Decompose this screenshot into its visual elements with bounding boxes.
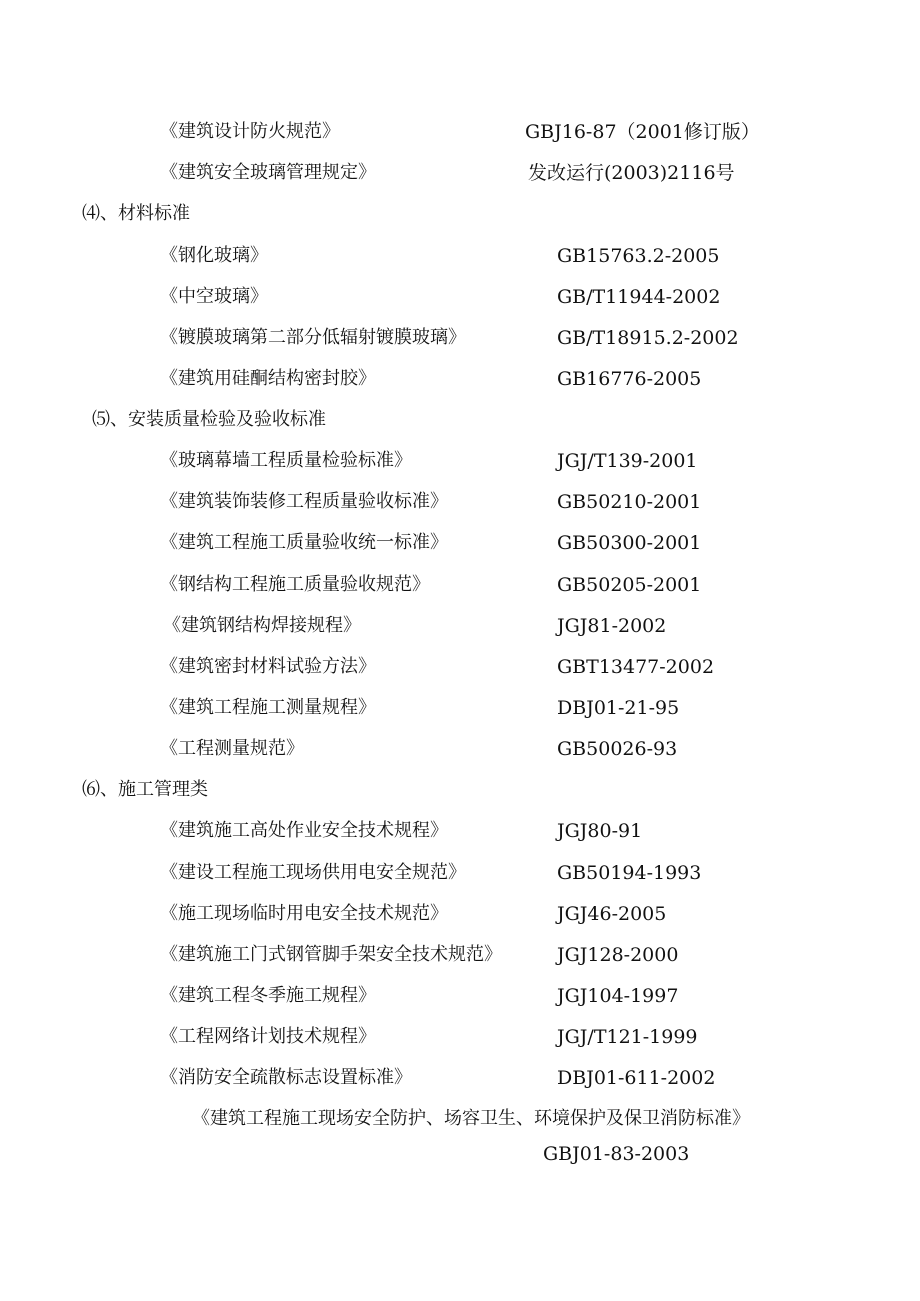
standard-title: 《建筑安全玻璃管理规定》 — [160, 162, 376, 183]
section-heading: ⑹、施工管理类 — [82, 779, 208, 800]
standard-title: 《建筑工程施工测量规程》 — [160, 697, 376, 718]
standard-code: GB16776-2005 — [557, 368, 702, 390]
standard-code: GB50026-93 — [557, 738, 678, 760]
standard-code: JGJ80-91 — [557, 820, 643, 842]
standard-title: 《建筑钢结构焊接规程》 — [163, 615, 361, 636]
standard-code: GB/T18915.2-2002 — [557, 327, 739, 349]
standard-title: 《建筑用硅酮结构密封胶》 — [160, 368, 376, 389]
standard-code: JGJ46-2005 — [557, 903, 667, 925]
standard-title: 《建筑工程冬季施工规程》 — [160, 985, 376, 1006]
standard-title: 《建筑工程施工现场安全防护、场容卫生、环境保护及保卫消防标准》 — [192, 1108, 750, 1129]
standard-title: 《工程网络计划技术规程》 — [160, 1026, 376, 1047]
standard-code: GBJ16-87（2001修订版） — [525, 121, 760, 143]
standard-title: 《消防安全疏散标志设置标准》 — [160, 1067, 412, 1088]
standard-code: GB50210-2001 — [557, 491, 702, 513]
standard-code: JGJ/T139-2001 — [557, 450, 698, 472]
standard-code: GBJ01-83-2003 — [543, 1143, 690, 1165]
standard-title: 《建筑工程施工质量验收统一标准》 — [160, 532, 448, 553]
standard-title: 《钢结构工程施工质量验收规范》 — [160, 574, 430, 595]
standard-title: 《建筑施工高处作业安全技术规程》 — [160, 820, 448, 841]
standard-code: JGJ104-1997 — [557, 985, 679, 1007]
standard-code: JGJ81-2002 — [557, 615, 667, 637]
standard-code: GB15763.2-2005 — [557, 245, 720, 267]
standard-code: JGJ128-2000 — [557, 944, 679, 966]
standard-title: 《钢化玻璃》 — [160, 245, 268, 266]
standard-title: 《工程测量规范》 — [160, 738, 304, 759]
standard-title: 《建设工程施工现场供用电安全规范》 — [160, 862, 466, 883]
standard-code: JGJ/T121-1999 — [557, 1026, 698, 1048]
standard-title: 《中空玻璃》 — [160, 286, 268, 307]
standard-code: DBJ01-21-95 — [557, 697, 680, 719]
standard-title: 《镀膜玻璃第二部分低辐射镀膜玻璃》 — [160, 327, 466, 348]
standard-code: GB50205-2001 — [557, 574, 702, 596]
standard-title: 《建筑设计防火规范》 — [160, 121, 340, 142]
standard-title: 《建筑密封材料试验方法》 — [160, 656, 376, 677]
standard-code: 发改运行(2003)2116号 — [528, 162, 735, 184]
standard-title: 《建筑施工门式钢管脚手架安全技术规范》 — [160, 944, 502, 965]
standard-title: 《建筑装饰装修工程质量验收标准》 — [160, 491, 448, 512]
standard-title: 《玻璃幕墙工程质量检验标准》 — [160, 450, 412, 471]
standard-title: 《施工现场临时用电安全技术规范》 — [160, 903, 448, 924]
section-heading: ⑷、材料标准 — [82, 203, 190, 224]
standard-code: GB/T11944-2002 — [557, 286, 721, 308]
standard-code: GB50300-2001 — [557, 532, 702, 554]
standard-code: DBJ01-611-2002 — [557, 1067, 716, 1089]
standard-code: GBT13477-2002 — [557, 656, 715, 678]
section-heading: ⑸、安装质量检验及验收标准 — [92, 409, 326, 430]
standard-code: GB50194-1993 — [557, 862, 702, 884]
